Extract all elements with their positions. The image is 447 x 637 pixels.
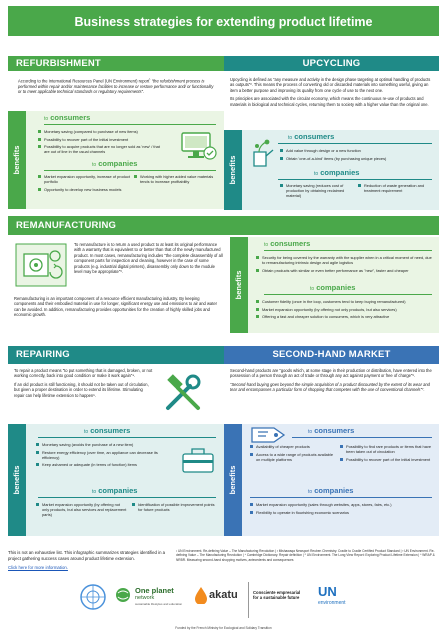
refurbishment-benefits-label (8, 111, 26, 209)
to-label: to (288, 135, 293, 141)
upcycling-intro-p1: Upcycling is defined as "any measure and activity in the design phase targeting at optimal handling of products as outputs"². This means the process of converting old or discarded materials into something useful, giving an item a better purpose and improving its quality from one cycle of use to the next one. (230, 77, 431, 93)
price-tag-icon (248, 424, 290, 446)
list-item: Flexibility to operate in flourishing economic scenarios (250, 510, 432, 515)
disclaimer-text: This is not an exhaustive list. This infographic summarizes strategies identified in a project gathering success cases around product lifetime extension. (8, 550, 166, 561)
akatu-logo (194, 582, 246, 618)
second-hand-consumer-benefits-right (340, 444, 434, 464)
refurbishment-companies-heading (92, 159, 137, 169)
second-hand-company-benefits (250, 502, 432, 517)
more-info-link[interactable]: Click here for more information. (8, 565, 68, 571)
list-item: Possibility to recover part of the initial investment (340, 457, 434, 462)
refurbishment-consumers-heading (44, 113, 90, 123)
list-item: Offering a fast and cheaper solution to consumers, which is very attractive (256, 314, 432, 319)
remanufacturing-consumer-benefits (256, 255, 432, 275)
companies-heading-text: companies (320, 168, 360, 177)
one-planet-globe-icon (114, 586, 132, 604)
to-label: to (44, 116, 49, 122)
list-item: Monetary saving (avoids the purchase of a new item) (36, 442, 176, 447)
to-label: to (308, 429, 313, 435)
upcycling-companies-heading (314, 168, 359, 178)
list-item: Customer fidelity (once in the loop, customers tend to keep buying remanufactured) (256, 299, 432, 304)
upcycling-consumer-benefits (280, 148, 432, 163)
list-item: Market expansion opportunity (by offering not only products, but also services and replacement parts) (36, 502, 128, 517)
list-item: Obtain 'one-of-a-kind' items (by purchasing unique pieces) (280, 156, 432, 161)
divider (278, 143, 432, 144)
refurbishment-footnote-ref: ¹ (149, 77, 151, 81)
un-emblem-icon (78, 582, 108, 612)
list-item: Possibility to recover part of the initial investment (38, 137, 164, 142)
divider (250, 497, 432, 498)
benefits-label-text: benefits (234, 270, 244, 300)
consumers-heading-text: consumers (270, 239, 311, 248)
repairing-consumer-benefits (36, 442, 176, 470)
divider (38, 497, 216, 498)
disclaimer-note (8, 550, 168, 571)
un-environment-logo (318, 582, 378, 618)
funding-note: Funded by the French Ministry for Ecological and Solidary Transition (175, 626, 272, 630)
list-item: Add value through design or a new function (280, 148, 432, 153)
second-hand-intro (230, 368, 434, 396)
list-item: Possibility to acquire products that are no longer sold as 'new' / that are out of line in the usual channels (38, 144, 164, 154)
repairing-intro-p2: If an old product is still functioning, it should not be taken out of circulation, but given a proper destination in order to extend its lifetime. Stimulating repair can help lifetime extension to happen⁵. (14, 381, 149, 398)
second-hand-heading (224, 346, 439, 364)
title-banner (8, 6, 439, 36)
akatu-name: akatu (209, 589, 238, 601)
remanufacturing-heading (8, 216, 439, 235)
one-planet-subtitle: sustainable lifestyles and education (135, 602, 183, 606)
companies-heading-text: companies (314, 486, 354, 495)
benefits-label-text: benefits (12, 465, 22, 495)
list-item: Keep ashamed or adequate (in terms of function) items (36, 462, 176, 467)
refurbishment-intro (18, 77, 218, 95)
to-label: to (310, 286, 315, 292)
list-item: Restore energy efficiency (over time, an appliance can decrease its efficiency) (36, 450, 176, 460)
refurbishment-definition-quote: "the refurbishment process is performed within repair and/or maintenance facilities to increase or restore performance and/ or functionality or to meet applicable technical standards or regulatory requirements". (18, 78, 214, 95)
one-planet-name: One planet (135, 586, 174, 595)
second-hand-companies-heading (308, 486, 353, 496)
refurbishment-heading (8, 56, 224, 71)
list-item: Monetary saving (compared to purchase of new items) (38, 129, 164, 134)
divider (278, 179, 432, 180)
repairing-company-benefits-right (132, 502, 218, 515)
upcycling-heading (224, 56, 439, 71)
second-hand-benefits-panel (224, 424, 439, 536)
repairing-companies-heading (92, 486, 137, 496)
upcycling-heading-text: UPCYCLING (302, 58, 361, 69)
second-hand-consumers-heading (308, 426, 354, 436)
list-item: Security for being covered by the warranty with the supplier when in a critical moment of need, due to remanufacturing intrinsic design and agile logistics (256, 255, 432, 265)
refurbished-monitor-icon (178, 131, 218, 163)
un-emblem-logo (78, 582, 108, 618)
to-label: to (92, 489, 97, 495)
partner-logos (0, 582, 447, 620)
repairing-heading (8, 346, 224, 364)
remanufacturing-heading-text: REMANUFACTURING (16, 220, 117, 231)
repairing-intro (14, 368, 154, 401)
to-label: to (92, 162, 97, 168)
list-item: Opportunity to develop new business models (38, 187, 130, 192)
consumers-heading-text: consumers (314, 426, 355, 435)
upcycling-intro (230, 77, 434, 110)
repair-toolbox-icon (180, 442, 216, 476)
repairing-heading-text: REPAIRING (16, 349, 70, 360)
remanufacturing-company-benefits (256, 299, 432, 322)
consumers-heading-text: consumers (294, 132, 335, 141)
akatu-tagline-line1: Consciente empresarial (253, 590, 301, 595)
consumers-heading-text: consumers (50, 113, 91, 122)
refurbishment-company-benefits-right (134, 174, 218, 187)
list-item: Market expansion opportunity (by offering not only products, but also services) (256, 307, 432, 312)
second-hand-intro-p2: "Second-hand buying goes beyond the simple acquisition of a product discounted by the extent of its wear and tear and encompasses a particular form of shopping that competes with the use of conventional channels"⁷. (230, 381, 430, 393)
benefits-label-text: benefits (228, 155, 238, 185)
list-item: Working with higher added value materials tends to increase profitability (134, 174, 218, 184)
benefits-label-text: benefits (228, 465, 238, 495)
refurbishment-company-benefits-left (38, 174, 130, 194)
un-environment-un: UN (318, 584, 337, 599)
list-item: Market expansion opportunity (sales through websites, apps, stores, fairs, etc.) (250, 502, 432, 507)
remanufacturing-intro-p2: Remanufacturing is an important component of a resource efficient manufacturing industry. By keeping components and their embodied material in use for longer, significant energy use and emissions to air and water can be avoided. In addition, remanufacturing provides opportunities for the creation of highly skilled jobs and economic growth. (14, 296, 217, 318)
wrench-hammer-icon (160, 370, 206, 416)
repairing-company-benefits-left (36, 502, 128, 520)
remanufacturing-companies-heading (310, 283, 355, 293)
list-item: Identification of possible improvement points for future products (132, 502, 218, 512)
companies-heading-text: companies (316, 283, 356, 292)
un-environment-label: environment (318, 599, 346, 606)
second-hand-intro-p1: Second-hand products are "goods which, at some stage in their production or distribution, have entered into the possession of a person through an act of trade or through any act against payment or free of charge"⁶. (230, 368, 432, 379)
page-title: Business strategies for extending product lifetime (74, 15, 373, 29)
akatu-tagline-line2: for a sustainable future (253, 595, 300, 601)
remanufacturing-consumers-heading (264, 239, 310, 249)
references-footnotes (176, 549, 438, 562)
remanufacturing-intro-p1: To remanufacture is to return a used product to at least its original performance with a warranty that is equivalent to or better than that of the newly manufactured product. In most cases, remanufacturing includes "the complete disassembly of all component parts for inspection and cleaning, however in the case of some products (e.g. industrial digital printers), disassembly only down to the module level may be appropriate"³. (74, 242, 223, 274)
divider (264, 250, 432, 251)
consumers-heading-text: consumers (90, 426, 131, 435)
list-item: Possibility to find rare products or items that have been taken out of circulation (340, 444, 434, 454)
companies-heading-text: companies (98, 486, 138, 495)
repairing-benefits-label (8, 424, 26, 536)
to-label: to (308, 489, 313, 495)
one-planet-logo (114, 582, 194, 618)
remanufacturing-benefits-panel (230, 237, 439, 333)
divider (44, 170, 216, 171)
divider (264, 294, 432, 295)
remanufacturing-machine-icon (14, 242, 68, 288)
list-item: Monetary saving (reduces cost of production by obtaining reclaimed material) (280, 183, 352, 198)
upcycle-watering-can-icon (246, 138, 276, 172)
list-item: Availability of cheaper products (250, 444, 336, 449)
second-hand-heading-text: SECOND-HAND MARKET (272, 349, 391, 360)
refurbishment-consumer-benefits (38, 129, 164, 157)
divider (44, 124, 216, 125)
to-label: to (314, 171, 319, 177)
second-hand-consumer-benefits-left (250, 444, 336, 464)
list-item: Reduction of waste generation and treatment requirement (358, 183, 432, 193)
to-label: to (84, 429, 89, 435)
remanufacturing-description (14, 296, 222, 321)
footnotes-text: ¹ UN Environment. Re-defining Value – The Manufacturing Revolution | ² Mishawaqa Newsport Reuben Chemistry. Cradle to Cradle Certified Product Standard | ³ UN Environment. Re-defining Value – The Manufacturing Revolution | ⁴ Cambridge Dictionary. Repair definition | ⁵ UN Environment. The Long View Report: Exploring Product Lifetime Extension | ⁶ WRAP & NRBR. Measuring second-hand shopping motives, antecedents and consequences (176, 549, 435, 562)
akatu-tagline (248, 582, 304, 618)
repairing-consumers-heading (84, 426, 130, 436)
divider (38, 437, 216, 438)
refurbishment-benefits-panel (8, 111, 224, 209)
upcycling-benefits-panel (224, 130, 439, 210)
divider (292, 437, 432, 438)
list-item: Obtain products with similar or even better performance as "new", faster and cheaper (256, 268, 432, 273)
list-item: Market expansion opportunity, increase of product portfolio (38, 174, 130, 184)
list-item: Access to a wide range of products available on multiple platforms (250, 452, 336, 462)
upcycling-consumers-heading (288, 132, 334, 142)
refurbishment-heading-text: REFURBISHMENT (16, 58, 101, 69)
companies-heading-text: companies (98, 159, 138, 168)
benefits-label-text: benefits (12, 145, 22, 175)
upcycling-company-benefits-right (358, 183, 432, 196)
one-planet-network: network (135, 595, 155, 601)
remanufacturing-definition (74, 242, 224, 277)
repairing-benefits-panel (8, 424, 224, 536)
akatu-drop-icon (194, 586, 208, 604)
repairing-intro-p1: To repair a product means "to put something that is damaged, broken, or not working correctly, back into good condition or make it work again"⁴. (14, 368, 153, 379)
upcycling-intro-p2: Its principles are associated with the circular economy, which means the continuous re-use of products and materials in biological and technical cycles, returning them to society with a higher value than the original one. (230, 96, 429, 107)
second-hand-benefits-label (224, 424, 242, 536)
refurbishment-intro-text: According to the International Resources Panel (UN Environment) report (18, 78, 150, 84)
upcycling-benefits-label (224, 130, 242, 210)
remanufacturing-benefits-label (230, 237, 248, 333)
to-label: to (264, 242, 269, 248)
upcycling-company-benefits-left (280, 183, 352, 201)
